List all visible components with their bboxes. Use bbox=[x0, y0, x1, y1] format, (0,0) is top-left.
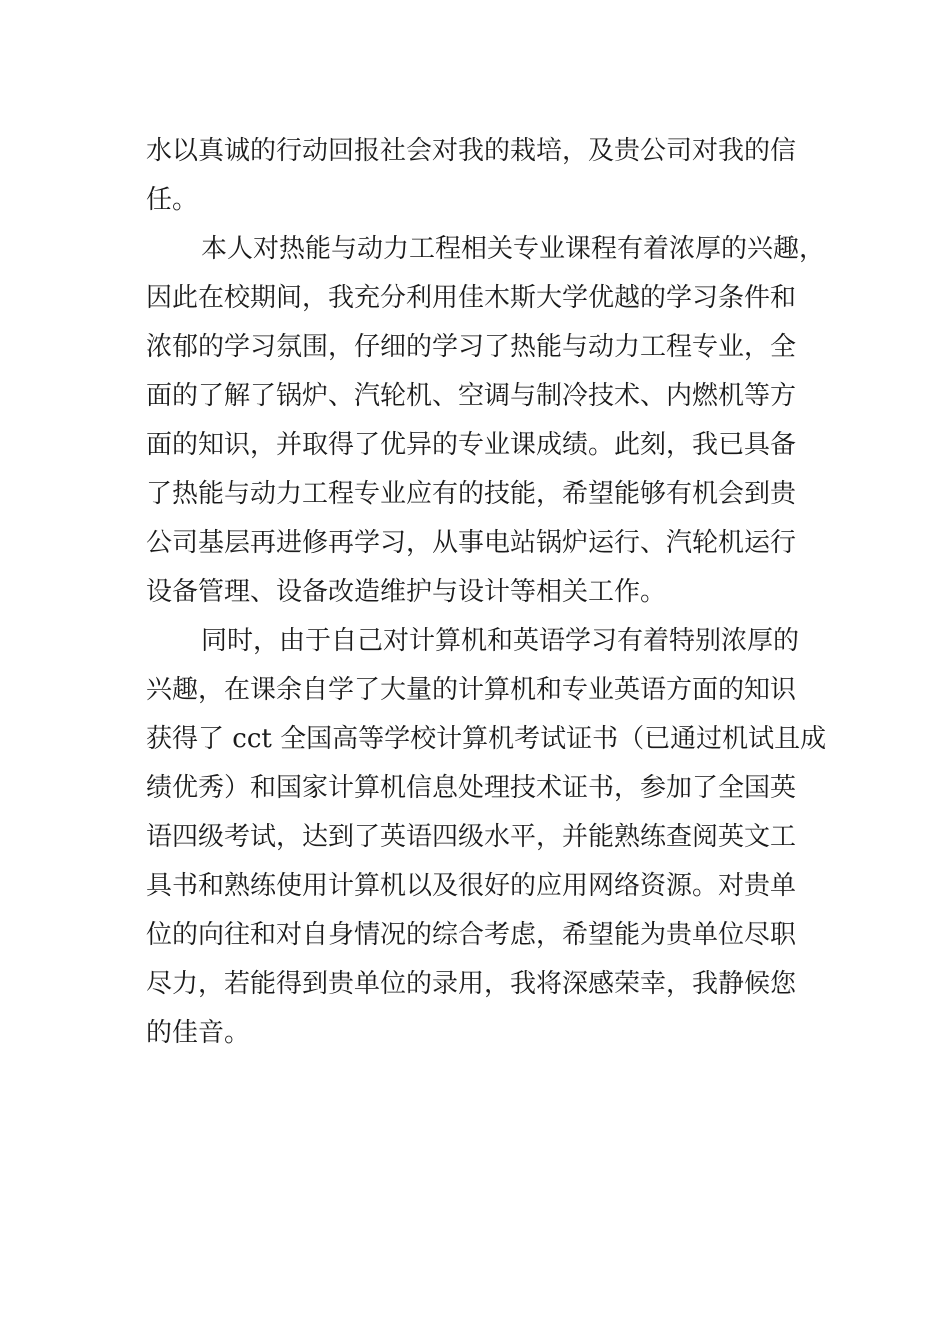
text-line: 获得了 cct 全国高等学校计算机考试证书（已通过机试且成 bbox=[146, 724, 827, 754]
text-line: 设备管理、设备改造维护与设计等相关工作。 bbox=[146, 577, 667, 607]
text-line: 面的了解了锅炉、汽轮机、空调与制冷技术、内燃机等方 bbox=[146, 381, 797, 411]
text-line: 的佳音。 bbox=[146, 1018, 251, 1048]
paragraph-start-line: 同时，由于自己对计算机和英语学习有着特别浓厚的 bbox=[201, 626, 800, 656]
text-line: 语四级考试，达到了英语四级水平，并能熟练查阅英文工 bbox=[146, 822, 797, 852]
text-line: 了热能与动力工程专业应有的技能，希望能够有机会到贵 bbox=[146, 479, 797, 509]
text-line: 面的知识，并取得了优异的专业课成绩。此刻，我已具备 bbox=[146, 430, 797, 460]
text-line: 任。 bbox=[146, 185, 199, 215]
text-line: 因此在校期间，我充分利用佳木斯大学优越的学习条件和 bbox=[146, 283, 797, 313]
text-line: 兴趣，在课余自学了大量的计算机和专业英语方面的知识 bbox=[146, 675, 797, 705]
text-line: 尽力，若能得到贵单位的录用，我将深感荣幸，我静候您 bbox=[146, 969, 797, 999]
text-line: 水以真诚的行动回报社会对我的栽培，及贵公司对我的信 bbox=[146, 136, 797, 166]
text-line: 位的向往和对自身情况的综合考虑，希望能为贵单位尽职 bbox=[146, 920, 797, 950]
paragraph-start-line: 本人对热能与动力工程相关专业课程有着浓厚的兴趣， bbox=[201, 234, 826, 264]
text-line: 浓郁的学习氛围，仔细的学习了热能与动力工程专业，全 bbox=[146, 332, 797, 362]
text-line: 具书和熟练使用计算机以及很好的应用网络资源。对贵单 bbox=[146, 871, 797, 901]
letter-body bbox=[146, 127, 826, 1058]
text-line: 绩优秀）和国家计算机信息处理技术证书，参加了全国英 bbox=[146, 773, 797, 803]
text-line: 公司基层再进修再学习，从事电站锅炉运行、汽轮机运行 bbox=[146, 528, 797, 558]
